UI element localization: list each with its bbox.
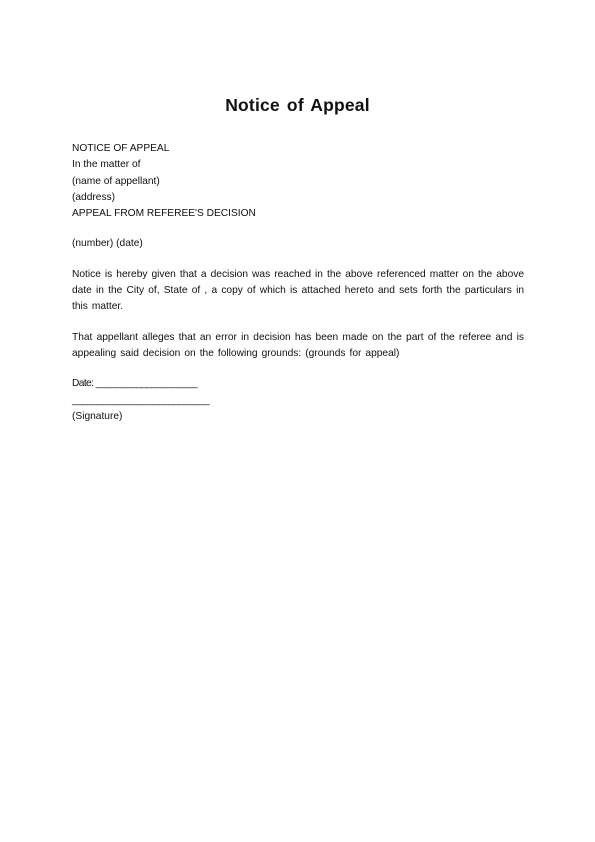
number-date-line: (number) (date)	[72, 238, 143, 250]
spacer	[72, 222, 524, 236]
signature-line: ___________________________	[72, 394, 209, 406]
spacer	[72, 362, 524, 376]
signature-label: (Signature)	[72, 410, 123, 422]
document-body	[72, 141, 524, 425]
notice-paragraph: Notice is hereby given that a decision was reached in the above referenced matter on the above date in the City of, State of , a copy of which is attached hereto and sets forth the particulars in this matter.	[72, 268, 524, 313]
header-line-matter: In the matter of	[72, 159, 141, 171]
spacer	[72, 253, 524, 267]
spacer	[72, 316, 524, 330]
header-line-appeal-from: APPEAL FROM REFEREE'S DECISION	[72, 208, 256, 220]
header-line-notice: NOTICE OF APPEAL	[72, 143, 170, 154]
grounds-paragraph: That appellant alleges that an error in decision has been made on the part of the referee and is appealing said decision on the following grounds: (grounds for appeal)	[72, 331, 524, 359]
document-title: Notice of Appeal	[225, 95, 370, 115]
date-line: Date: ____________________	[72, 378, 197, 390]
header-line-address: (address)	[72, 191, 116, 203]
header-line-appellant: (name of appellant)	[72, 175, 160, 187]
